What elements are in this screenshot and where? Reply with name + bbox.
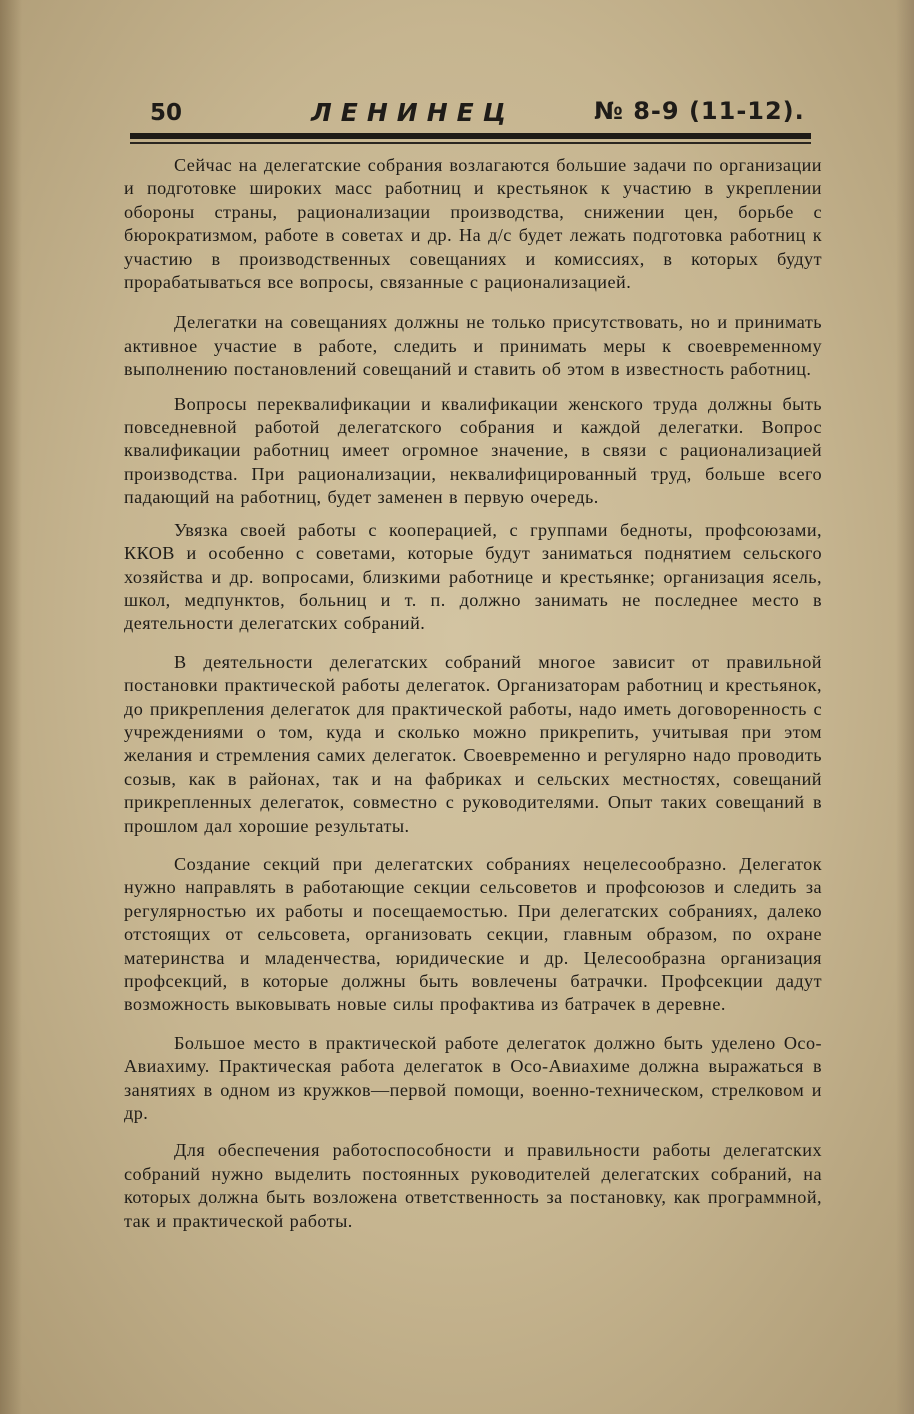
paragraph-6: Создание секций при делегатских собраниях нецелесообразно. Делегаток нужно направлять в работающие секции сельсоветов и профсоюзов и следить за регулярностью их работы и посещаемостью. При делегатских собраниях, далеко отстоящих от сельсовета, организовать секции, главным образом, по охране материнства и младенчества, юридические и др. Целесообразна организация профсекций, в которые должны быть вовлечены батрачки. Профсекции дадут возможность выковывать новые силы профактива из батрачек в деревне. xyxy=(124,853,822,1015)
page-edge-shadow-left xyxy=(0,0,22,1414)
paragraph-2: Делегатки на совещаниях должны не только присутствовать, но и принимать активное участие в работе, следить и принимать меры к своевременному выполнению постановлений совещаний и ставить об этом в известность работниц. xyxy=(124,312,822,380)
paragraph-5: В деятельности делегатских собраний многое зависит от правильной постановки практической работы делегаток. Организаторам работниц и крестьянок, до прикрепления делегаток для практической работы, надо иметь договоренность с учреждениями о том, куда и сколько можно прикрепить, учитывая при этом желания и стремления самих делегаток. Своевременно и регулярно надо проводить созыв, как в районах, так и на фабриках и сельских местностях, совещаний прикрепленных делегаток, совместно с руководителями. Опыт таких совещаний в прошлом дал хорошие результаты. xyxy=(124,651,822,836)
issue-number: № 8-9 (11-12). xyxy=(594,97,805,125)
paragraph-4: Увязка своей работы с кооперацией, с группами бедноты, профсоюзами, ККОВ и особенно с советами, которые будут заниматься поднятием сельского хозяйства и др. вопросами, близкими работнице и крестьянке; организация ясель, школ, медпунктов, больниц и т. п. должно занимать не последнее место в деятельности делегатских собраний. xyxy=(124,519,822,634)
page-number: 50 xyxy=(150,100,183,126)
paragraph-3: Вопросы переквалификации и квалификации женского труда должны быть повседневной работой делегатского собрания и каждой делегатки. Вопрос квалификации работниц имеет огромное значение, в связи с рационализацией производства. При рационализации, неквалифицированный труд, больше всего падающий на работниц, будет заменен в первую очередь. xyxy=(124,393,822,508)
paragraph-1: Сейчас на делегатские собрания возлагаются большие задачи по организации и подготовке широких масс работниц и крестьянок к участию в укреплении обороны страны, рационализации производства, снижении цен, борьбе с бюрократизмом, работе в советах и др. На д/с будет лежать подготовка работниц к участию в производственных совещаниях и комиссиях, в которых будут прорабатываться все вопросы, связанные с рационализацией. xyxy=(124,155,822,293)
paragraph-8: Для обеспечения работоспособности и правильности работы делегатских собраний нужно выделить постоянных руководителей делегатских собраний, на которых должна быть возложена ответственность за постановку, как программной, так и практической работы. xyxy=(124,1140,822,1231)
article-body xyxy=(124,154,822,1233)
journal-title: ЛЕНИНЕЦ xyxy=(311,98,515,127)
page-edge-shadow-right xyxy=(896,0,914,1414)
page-header xyxy=(128,94,812,134)
header-rule-thin xyxy=(130,142,811,144)
paragraph-7: Большое место в практической работе делегаток должно быть уделено Осо-Авиахиму. Практическая работа делегаток в Осо-Авиахиме должна выражаться в занятиях в одном из кружков—первой помощи, военно-техническом, стрелковом и др. xyxy=(124,1032,822,1124)
header-rule-thick xyxy=(130,133,811,139)
